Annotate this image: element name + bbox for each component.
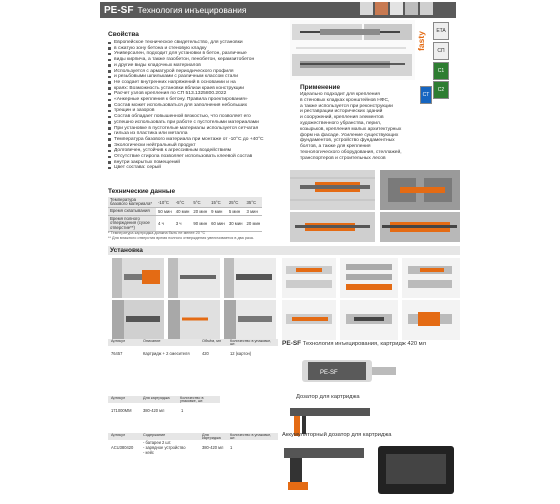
product-volume: 420 <box>202 351 209 356</box>
concrete-swatch <box>360 2 373 15</box>
product-article: 171000MM <box>111 408 132 413</box>
product-qty: 1 <box>230 445 233 450</box>
install-step-clean-image <box>168 258 220 298</box>
tech-cell: -5°С <box>174 197 192 208</box>
anchor-schematic-image <box>290 20 415 80</box>
product-article: 76457 <box>111 351 123 356</box>
application-line: и реставрации исторических зданий <box>300 109 383 115</box>
badge-sp: СП <box>433 42 449 60</box>
product-description: Картридж + 2 смесителя <box>143 351 190 356</box>
badge-ct: CT <box>420 86 432 104</box>
tech-cell: 25°С <box>227 197 245 208</box>
product-code: PE-SF <box>282 340 302 347</box>
property-item: виды кирпича, а также газобетон, пенобетон, керамзитобетон <box>108 57 283 63</box>
tech-cell: 9 мин <box>209 208 227 216</box>
application-line: технологического оборудования, стеллажей, <box>300 149 402 155</box>
install-step-inject-image <box>282 258 336 298</box>
property-item: и резьбовыми шпильками с различным классом стали <box>108 74 283 80</box>
col-header: Количество в упаковке, шт. <box>180 395 204 403</box>
application-line: форм на фасаде. Усиление существующих <box>300 132 399 138</box>
col-header: Для картриджа <box>143 395 170 400</box>
install-step-sleeve-image <box>340 258 398 298</box>
install-step-wait-image <box>340 300 398 340</box>
application-line: в стеновых кладках кронштейнов НФС, <box>300 97 390 103</box>
tech-row-label: Время полного отверждения (сухое отверстие**) <box>108 216 156 232</box>
product-table-header <box>108 396 220 403</box>
install-step-fix-image <box>402 300 460 340</box>
col-header: Для картриджа <box>202 432 221 440</box>
install-step-fill-image <box>224 300 276 340</box>
stone-swatch <box>405 2 418 15</box>
property-item: внутри закрытых помещений <box>108 160 283 166</box>
property-item: Температура базового материала при монтаже от -10°С до +40°С <box>108 137 283 143</box>
tech-cell: 90 мин <box>191 216 209 232</box>
install-step-insert-image <box>282 300 336 340</box>
product-cartridge: 380-420 мл <box>143 408 165 413</box>
property-item: Состав обладает повышенной вязкостью, что позволяет его <box>108 114 283 120</box>
application-line: фундаментов, устройство фундаментных <box>300 138 395 144</box>
property-item: Используется с арматурой периодического профиля <box>108 69 283 75</box>
application-line: транспортеров и строительных лесов <box>300 155 386 161</box>
tech-cell: -10°С <box>156 197 174 208</box>
property-item: Отсутствие стирола позволяет использовать клеевой состав <box>108 154 283 160</box>
tech-cell: 20 мин <box>193 209 208 214</box>
tech-cell: 50 мин <box>158 209 172 214</box>
install-step-brush-image <box>224 258 276 298</box>
table-row <box>108 197 262 208</box>
property-item: Европейское техническое свидетельство, для установки <box>108 40 283 46</box>
property-item: и другие виды кладочных материалов <box>108 63 283 69</box>
install-step-hole-image <box>112 300 164 340</box>
sleeve-anchor-image <box>380 212 460 242</box>
property-item: краях: Возможность установки вблизи краев конструкции <box>108 86 283 92</box>
application-line: болтов, а также для крепления <box>300 144 371 150</box>
brick-anchor-image <box>290 170 375 210</box>
property-item: «Анкерные крепления к бетону. Правила проектирования» <box>108 97 283 103</box>
tech-cell: 35°С <box>245 197 263 208</box>
tech-cell: 30 мин <box>227 216 245 232</box>
application-title: Применение <box>300 84 341 91</box>
table-row <box>108 216 262 232</box>
header-title: Технология инъецирования <box>137 5 247 15</box>
properties-title: Свойства <box>108 31 139 38</box>
product-article: ACU380420 <box>111 445 134 450</box>
badge-eta: ETA <box>433 22 449 40</box>
product-title-text: Технология инъецирования, картридж 420 мл <box>302 341 427 347</box>
application-line: художественного убранства, перил, <box>300 120 382 126</box>
product-content: - батареи 2 шт. <box>143 440 172 445</box>
tech-cell: 40 мин <box>175 209 190 214</box>
product-title: Дозатор для картриджа <box>296 394 360 400</box>
hollow-anchor-image <box>290 212 375 242</box>
property-item: При установке в пустотелые материалы используется сетчатая <box>108 126 283 132</box>
property-item: Расчет узлов крепления по СП 513.1325800.2022 <box>108 91 283 97</box>
tech-cell: 5 мин <box>227 208 245 216</box>
col-header: Артикул <box>111 338 126 343</box>
tech-cell: 20 мин <box>245 216 263 232</box>
product-cartridge: 380-420 мл <box>202 445 224 450</box>
installation-band <box>108 246 460 255</box>
product-title <box>282 340 426 347</box>
property-item: Не создает внутренних напряжений в основании и на <box>108 80 283 86</box>
install-step-drill-image <box>112 258 164 298</box>
tech-row-label: Температура базового материала* <box>108 197 156 208</box>
tech-cell: 3 мин <box>245 208 263 216</box>
property-item: Экологически нейтральный продукт <box>108 143 283 149</box>
brand-name: fasty <box>415 31 426 51</box>
properties-list <box>108 40 283 171</box>
col-header: Артикул <box>111 395 126 400</box>
col-header: Количество в упаковке, шт. <box>230 338 272 346</box>
tech-data-title: Технические данные <box>108 188 176 195</box>
table-row <box>108 208 262 216</box>
tech-cell: 5°С <box>191 197 209 208</box>
application-line: и сооружений, крепления элементов <box>300 115 384 121</box>
battery-dispenser-image <box>282 438 460 500</box>
cartridge-label: PE-SF <box>320 370 338 376</box>
product-content: - зарядное устройство <box>143 445 186 450</box>
application-line: козырьков, крепления малых архитектурных <box>300 126 402 132</box>
installation-title: Установка <box>110 247 143 254</box>
col-header: Объём, мл <box>202 338 222 343</box>
brick-swatch <box>375 2 388 15</box>
header-code: PE-SF <box>104 4 134 16</box>
property-item: Универсален, подходит для установки в бетон, различные <box>108 51 283 57</box>
product-qty: 12 (картон) <box>230 351 252 356</box>
install-step-cure-image <box>402 258 460 298</box>
cartridge-image <box>300 350 400 390</box>
property-item: успешно использовать при работе с пустотелыми материалами <box>108 120 283 126</box>
tech-footnote: ** Для влажного отверстия время полного отверждения увеличивается в два раза. <box>108 236 254 240</box>
tech-data-table <box>108 197 262 232</box>
hollow-block-swatch <box>420 2 433 15</box>
col-header: Количество в упаковке, шт. <box>230 432 272 440</box>
application-line: а также используется при реконструкции <box>300 103 393 109</box>
aerated-block-swatch <box>390 2 403 15</box>
tech-footnote: * Температура картриджа должна быть не менее 20 °С <box>108 231 206 235</box>
tech-row-label: Время схватывания <box>108 208 156 216</box>
property-item: трещин и зазоров <box>108 108 283 114</box>
block-anchor-image <box>380 170 460 210</box>
install-step-blow-image <box>168 300 220 340</box>
property-item: Состав может использоваться для заполнения небольших <box>108 103 283 109</box>
tech-cell: 3 ч <box>174 216 192 232</box>
application-line: Идеально подходит для крепления <box>300 92 380 97</box>
col-header: Содержание <box>143 432 166 437</box>
tech-cell: 15°С <box>209 197 227 208</box>
col-header: Артикул <box>111 432 126 437</box>
tech-cell: 60 мин <box>209 216 227 232</box>
application-text <box>300 92 420 162</box>
product-content: - кейс <box>143 450 154 455</box>
product-qty: 1 <box>181 408 184 413</box>
tech-cell: 4 ч <box>156 216 174 232</box>
material-swatches <box>360 2 433 15</box>
product-table-header <box>108 339 278 346</box>
badge-c2: C2 <box>433 81 449 99</box>
col-header: Описание <box>143 338 161 343</box>
property-item: Цвет состава: серый <box>108 165 283 171</box>
product-title: Аккумуляторный дозатор для картриджа <box>282 432 392 438</box>
badge-c1: C1 <box>433 62 449 80</box>
property-item: Долговечен, устойчив к агрессивным воздействиям <box>108 148 283 154</box>
property-item: в сжатую зону бетона и стеновую кладку <box>108 46 283 52</box>
product-table-header <box>108 433 278 440</box>
brand-logo <box>415 22 430 60</box>
property-item: гильза из пластика или металла <box>108 131 283 137</box>
